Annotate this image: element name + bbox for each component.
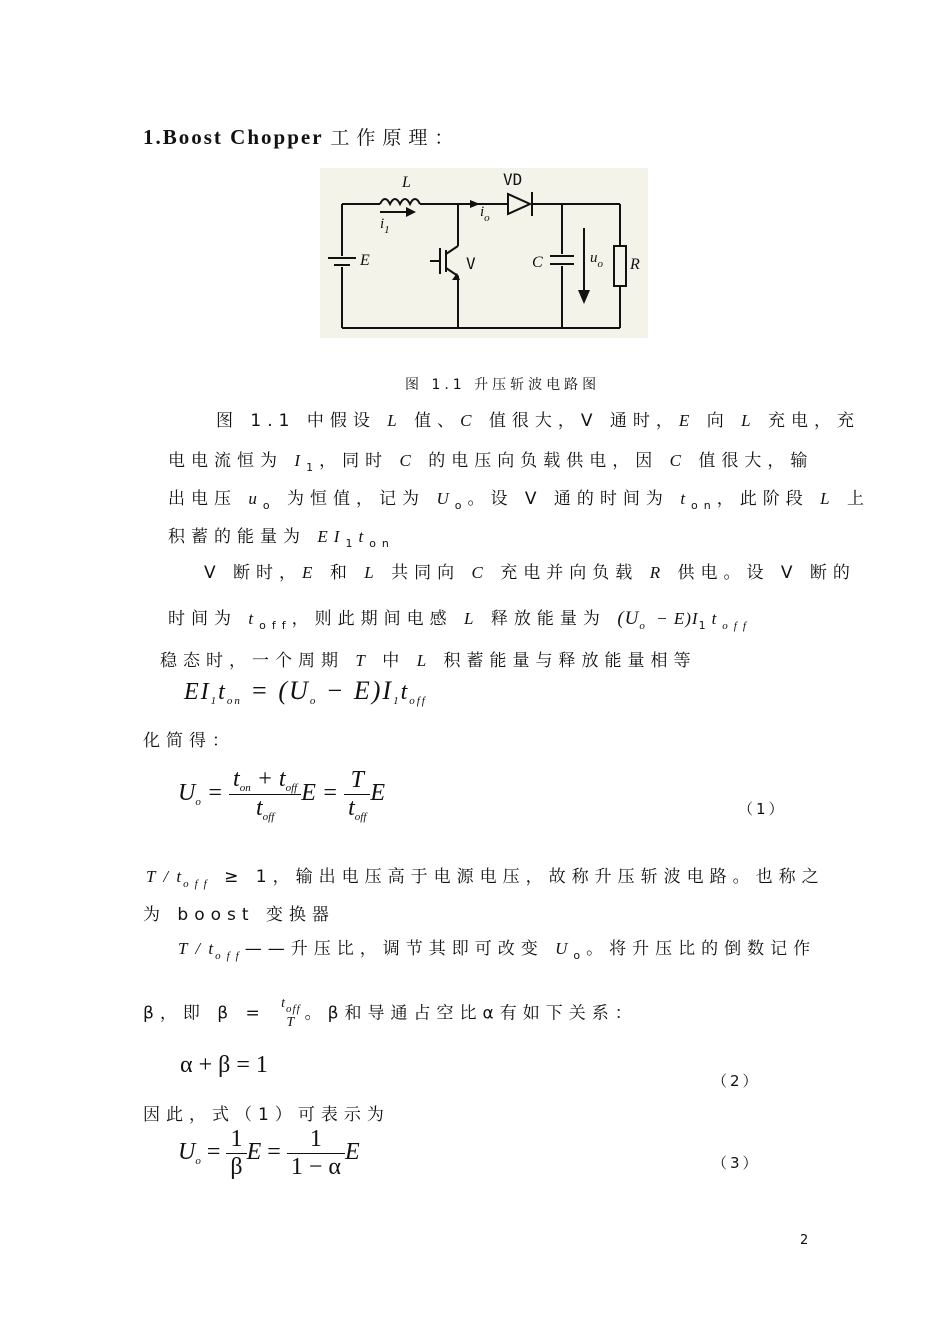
p5-line1: T / $t_{off}——$升压比，调节其即可改变 $U_o$。将升压比的倒数记作 [178, 939, 817, 962]
simplify-label: 化简得： [143, 731, 235, 751]
label-VD: VD [503, 170, 523, 189]
p4-line1: $T / t_{off} \ge 1$，输出电压高于电源电压，故称升压斩波电路。也称之 [146, 867, 825, 890]
label-i1: $i_1$ [380, 216, 390, 236]
p3-line: 稳态时，一个周期 T 中 L 积蓄能量与释放能量相等 [160, 651, 697, 671]
label-C: C [532, 254, 543, 271]
therefore-label: 因此，式（1）可表示为 [143, 1105, 390, 1125]
section-heading [143, 123, 460, 150]
label-io: $i_o$ [480, 204, 490, 224]
label-L: L [402, 174, 411, 191]
p4-line2: 为 boost 变换器 [143, 905, 335, 925]
equation-1: $U_o$ = $\frac{t_{on} + t_{off}}{t_{off}}$ E = $\frac{T}{t_{off}}$ E [178, 766, 386, 823]
equation-2-number: （2） [712, 1072, 761, 1090]
p2-line1: V 断时，E 和 L 共同向 C 充电并向负载 R 供电。设 V 断的 [204, 563, 856, 583]
fraction-1-alpha: $\frac{1}{1 - \alpha}$ [287, 1126, 345, 1181]
equation-3-number: （3） [712, 1154, 761, 1172]
label-V: V [466, 254, 476, 273]
equation-2: α + β = 1 [180, 1052, 268, 1078]
fraction-1-beta: $\frac{1}{\beta}$ [226, 1126, 246, 1181]
heading-prefix: 1.Boost Chopper [143, 125, 324, 149]
p5-line2: β，即 β = $t_{off}$ T 。β和导通占空比α有如下关系： [143, 996, 638, 1030]
equation-energy-balance: $EI_1t_{on} = (U_o - E)I_1t_{off}$ [184, 676, 427, 707]
p2-line2: 时间为 $t_{off}$，则此期间电感 L 释放能量为 $(U_o - E)I_1t_{off}$ [168, 608, 752, 632]
figure-caption: 图 1.1 升压斩波电路图 [405, 377, 601, 393]
p1-line2: 电电流恒为 $I_1$，同时 C 的电压向负载供电，因 C 值很大，输 [168, 451, 814, 474]
heading-suffix: 工作原理： [330, 127, 461, 149]
p1-line4: 积蓄的能量为 $EI_1t_{on}$ [168, 527, 395, 550]
boost-circuit-figure [320, 168, 648, 338]
p1-line1: 图 1.1 中假设 L 值、C 值很大，V 通时，E 向 L 充电，充 [216, 411, 860, 431]
equation-3: $U_o$ = $\frac{1}{\beta}$ E = $\frac{1}{1 - \alpha}$ E [178, 1126, 360, 1180]
label-E: E [360, 252, 370, 269]
equation-1-number: （1） [738, 800, 787, 818]
fraction-ton-toff: $\frac{t_{on} + t_{off}}{t_{off}}$ [229, 766, 301, 823]
label-R: R [630, 256, 640, 273]
p1-line3: 出电压 $u_o$ 为恒值，记为 $U_o$。设 V 通的时间为 $t_{on}$，此阶段 L 上 [168, 489, 871, 512]
label-uo: $u_o$ [590, 250, 603, 270]
page-number: 2 [800, 1233, 809, 1248]
fraction-beta: $t_{off}$ T [281, 996, 301, 1030]
fraction-T-toff: $\frac{T}{t_{off}}$ [344, 767, 370, 823]
